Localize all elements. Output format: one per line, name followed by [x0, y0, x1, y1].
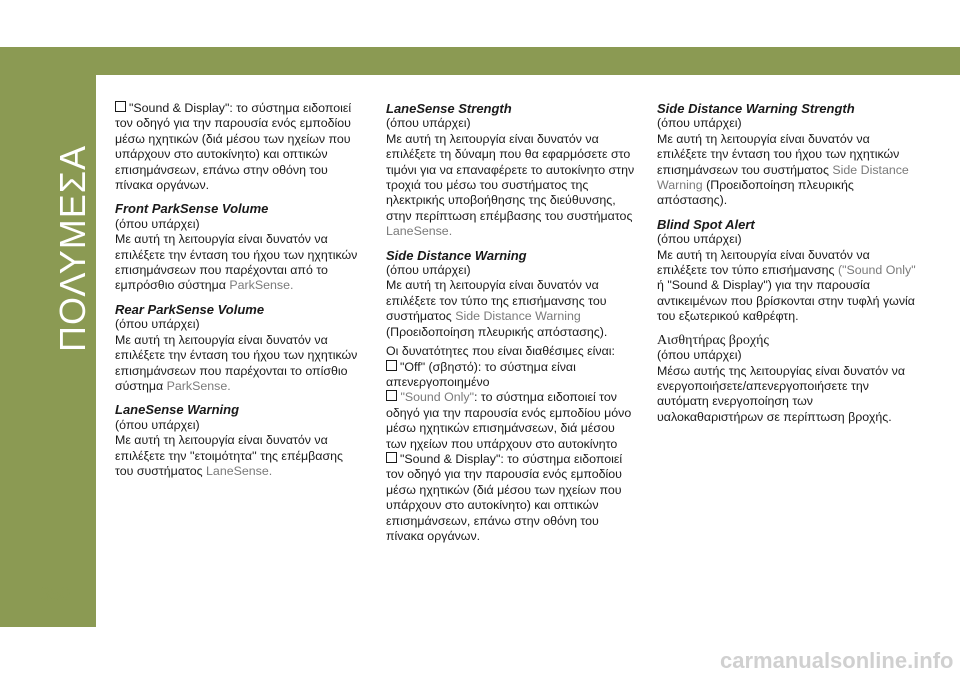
availability-note: (όπου υπάρχει)	[657, 348, 742, 363]
checkbox-bullet-icon	[386, 452, 397, 463]
section-heading: Side Distance Warning Strength	[657, 101, 855, 116]
checkbox-bullet-icon	[115, 101, 126, 112]
blind-spot-alert-section: Blind Spot Alert (όπου υπάρχει) Με αυτή τη λειτουργία είναι δυνατόν να επιλέξετε τον τύπο επισήμανσης ("Sound Only" ή "Sound & Display") για την παρουσία αντικειμένων που βρίσκονται στην τυφλή γωνία του εξωτερικού καθρέφτη.	[657, 217, 919, 325]
availability-note: (όπου υπάρχει)	[386, 116, 471, 131]
column-2	[386, 101, 638, 552]
system-term: ("Sound Only"	[837, 263, 916, 278]
front-parksense-section: Front ParkSense Volume (όπου υπάρχει) Με αυτή τη λειτουργία είναι δυνατόν να επιλέξετε την ένταση του ήχου των ηχητικών επισημάνσεων που παρέχονται από το εμπρόσθιο σύστημα ParkSense.	[115, 201, 363, 293]
side-distance-warning-strength-section: Side Distance Warning Strength (όπου υπάρχει) Με αυτή τη λειτουργία είναι δυνατόν να επιλέξετε την ένταση του ήχου των ηχητικών επισημάνσεων του συστήματος Side Distance Warning (Προειδοποίηση πλευρικής απόστασης).	[657, 101, 919, 209]
option-sound-display: "Sound & Display": το σύστημα ειδοποιεί τον οδηγό για την παρουσία ενός εμποδίου μέσω ηχητικών (διά μέσου των ηχείων που υπάρχουν στο αυτοκίνητο) και οπτικών επισημάνσεων, επάνω στην οθόνη του πίνακα οργάνων.	[386, 451, 623, 543]
section-heading: Blind Spot Alert	[657, 216, 755, 232]
lanesense-warning-section: LaneSense Warning (όπου υπάρχει) Με αυτή τη λειτουργία είναι δυνατόν να επιλέξετε την ''ετοιμότητα'' της επέμβασης του συστήματος LaneSense.	[115, 402, 363, 479]
system-term: LaneSense.	[206, 463, 273, 478]
section-title: ΠΟΛΥΜΕΣΑ	[52, 144, 93, 352]
sidebar-band	[0, 47, 96, 627]
availability-note: (όπου υπάρχει)	[115, 417, 200, 432]
column-3	[657, 101, 919, 433]
options-intro: Οι δυνατότητες που είναι διαθέσιμες είναι:	[386, 344, 615, 359]
availability-note: (όπου υπάρχει)	[657, 232, 742, 247]
page-number: 350	[40, 584, 71, 604]
availability-note: (όπου υπάρχει)	[386, 263, 471, 278]
header-band	[0, 47, 960, 75]
system-term: Side Distance Warning	[657, 162, 909, 193]
system-term: "Sound Only"	[400, 390, 474, 405]
availability-note: (όπου υπάρχει)	[115, 216, 200, 231]
system-term: Side Distance Warning	[455, 309, 581, 324]
section-heading: Front ParkSense Volume	[115, 201, 269, 217]
sound-display-option: "Sound & Display": το σύστημα ειδοποιεί τον οδηγό για την παρουσία ενός εμποδίου μέσω ηχητικών (διά μέσου των ηχείων που υπάρχουν στο αυτοκίνητο) και οπτικών επισημάνσεων, επάνω στην οθόνη του πίνακα οργάνων.	[115, 101, 352, 193]
checkbox-bullet-icon	[386, 390, 397, 401]
watermark: carmanualsonline.info	[720, 648, 954, 673]
side-distance-warning-section: Side Distance Warning (όπου υπάρχει) Με αυτή τη λειτουργία είναι δυνατόν να επιλέξετε τον τύπο της επισήμανσης του συστήματος Side Distance Warning (Προειδοποίηση πλευρικής απόστασης). Οι δυνατότητες που είναι διαθέσιμες είναι: "Off" (σβηστό): το σύστημα είναι απενεργοποιημένο "Sound Only": το σύστημα ειδοποιεί τον οδηγό για την παρουσία ενός εμποδίου μόνο μέσω ηχητικών επισημάνσεων, διά μέσου των ηχείων που υπάρχουν στο αυτοκίνητο "Sound & Display": το σύστημα ειδοποιεί τον οδηγό για την παρουσία ενός εμποδίου μέσω ηχητικών (διά μέσου των ηχείων που υπάρχουν στο αυτοκίνητο) και οπτικών επισημάνσεων, επάνω στην οθόνη του πίνακα οργάνων.	[386, 248, 638, 545]
system-term: ParkSense.	[229, 278, 294, 293]
lanesense-strength-section: LaneSense Strength (όπου υπάρχει) Με αυτή τη λειτουργία είναι δυνατόν να επιλέξετε τη δύναμη που θα εφαρμόσετε στο τιμόνι για να επαναφέρετε το αυτοκίνητο στην τροχιά του μέσω του συστήματος της ηλεκτρικής υποβοήθησης της διεύθυνσης, στην περίπτωση επέμβασης του συστήματοςLaneSense.	[386, 101, 638, 240]
system-term: LaneSense.	[386, 224, 453, 239]
option-sound-only: "Sound Only": το σύστημα ειδοποιεί τον οδηγό για την παρουσία ενός εμποδίου μόνο μέσω ηχητικών επισημάνσεων, διά μέσου των ηχείων που υπάρχουν στο αυτοκίνητο	[386, 390, 632, 451]
rain-sensor-section: Αισθητήρας βροχής (όπου υπάρχει) Μέσω αυτής της λειτουργίας είναι δυνατόν να ενεργοποιήσετε/απενεργοποιήσετε την αυτόματη ενεργοποίηση των υαλοκαθαριστήρων σε περίπτωση βροχής.	[657, 333, 919, 425]
availability-note: (όπου υπάρχει)	[657, 116, 742, 131]
section-heading: Αισθητήρας βροχής	[657, 332, 769, 348]
option-off: "Off" (σβηστό): το σύστημα είναι απενεργοποιημένο	[386, 359, 576, 389]
system-term: ParkSense.	[166, 378, 231, 393]
checkbox-bullet-icon	[386, 360, 397, 371]
section-heading: Side Distance Warning	[386, 247, 527, 263]
column-1	[115, 101, 363, 487]
availability-note: (όπου υπάρχει)	[115, 317, 200, 332]
section-heading: Rear ParkSense Volume	[115, 301, 265, 317]
section-heading: LaneSense Strength	[386, 101, 512, 116]
rear-parksense-section: Rear ParkSense Volume (όπου υπάρχει) Με αυτή τη λειτουργία είναι δυνατόν να επιλέξετε την ένταση του ήχου των ηχητικών επισημάνσεων που παρέχονται το οπίσθιο σύστημα ParkSense.	[115, 302, 363, 394]
section-heading: LaneSense Warning	[115, 402, 240, 418]
